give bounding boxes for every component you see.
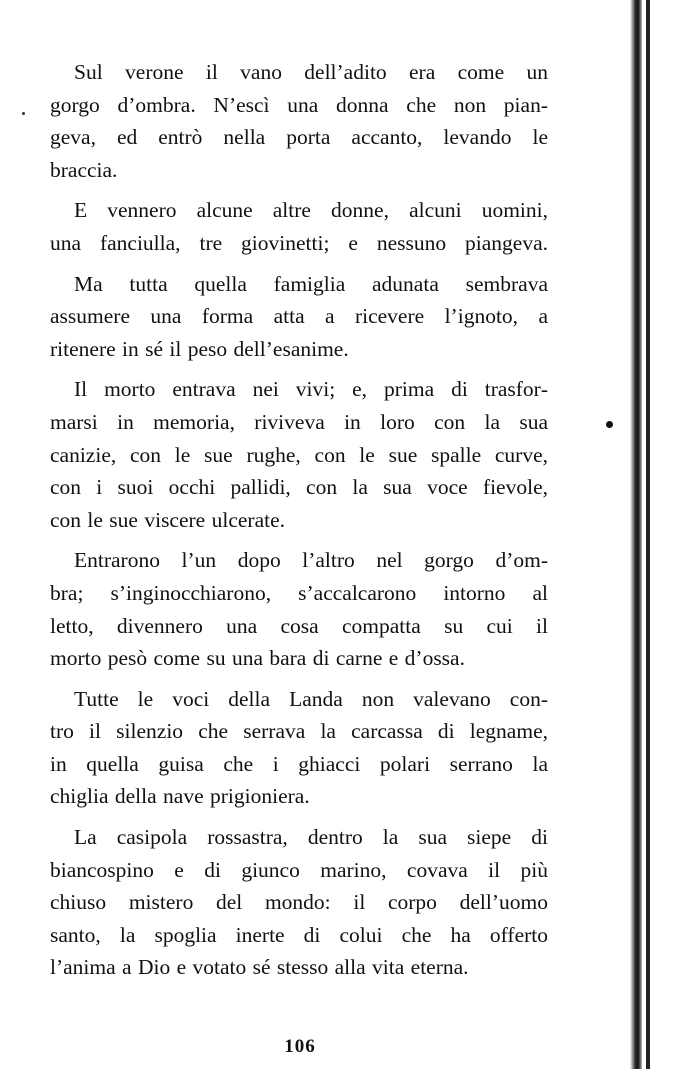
paragraph-4 [50,373,548,536]
text-line: biancospino e di giunco marino, covava il più [50,857,548,882]
binding-shadow [630,0,642,1069]
text-line: Il morto entrava nei vivi; e, prima di trasfor‑ [74,377,548,402]
paragraph-7 [50,821,548,984]
text-line: santo, la spoglia inerte di colui che ha offerto [50,922,548,947]
text-line: chiglia della nave prigioniera. [50,784,310,809]
paragraph-5 [50,544,548,674]
text-line: Entrarono l’un dopo l’altro nel gorgo d’om‑ [74,548,548,573]
text-line: chiuso mistero del mondo: il corpo dell’uomo [50,890,548,915]
paragraph-1 [50,56,548,186]
text-line: canizie, con le sue rughe, con le sue spalle curve, [50,442,548,467]
text-line: con le sue viscere ulcerate. [50,507,285,532]
text-line: La casipola rossastra, dentro la sua siepe di [74,825,548,850]
text-line: ritenere in sé il peso dell’esanime. [50,336,349,361]
text-line: Sul verone il vano dell’adito era come un [74,60,548,84]
paragraph-6 [50,683,548,813]
text-line: una fanciulla, tre giovinetti; e nessuno piangeva. [50,230,548,255]
text-line: marsi in memoria, riviveva in loro con la sua [50,409,548,434]
page-number: 106 [284,1036,316,1057]
text-line: bra; s’inginocchiarono, s’accalcarono intorno al [50,580,548,605]
ink-speck [22,112,25,115]
text-line: con i suoi occhi pallidi, con la sua voce fievole, [50,475,548,500]
binding-edge [646,0,650,1069]
body-text [50,56,548,992]
text-line: in quella guisa che i ghiacci polari serrano la [50,751,548,776]
text-line: l’anima a Dio e votato sé stesso alla vita eterna. [50,955,469,980]
text-line: braccia. [50,157,118,182]
text-line: morto pesò come su una bara di carne e d’ossa. [50,646,465,671]
text-line: gorgo d’ombra. N’escì una donna che non pian‑ [50,92,548,117]
text-line: E vennero alcune altre donne, alcuni uomini, [74,198,548,223]
text-line: geva, ed entrò nella porta accanto, levando le [50,125,548,150]
text-line: Ma tutta quella famiglia adunata sembrava [74,271,548,296]
text-line: tro il silenzio che serrava la carcassa di legname, [50,719,548,744]
paragraph-3 [50,268,548,366]
text-line: Tutte le voci della Landa non valevano con‑ [74,686,548,711]
margin-dot [606,421,613,428]
text-line: letto, divennero una cosa compatta su cui il [50,613,548,638]
paragraph-2 [50,194,548,259]
text-line: assumere una forma atta a ricevere l’ignoto, a [50,304,548,329]
